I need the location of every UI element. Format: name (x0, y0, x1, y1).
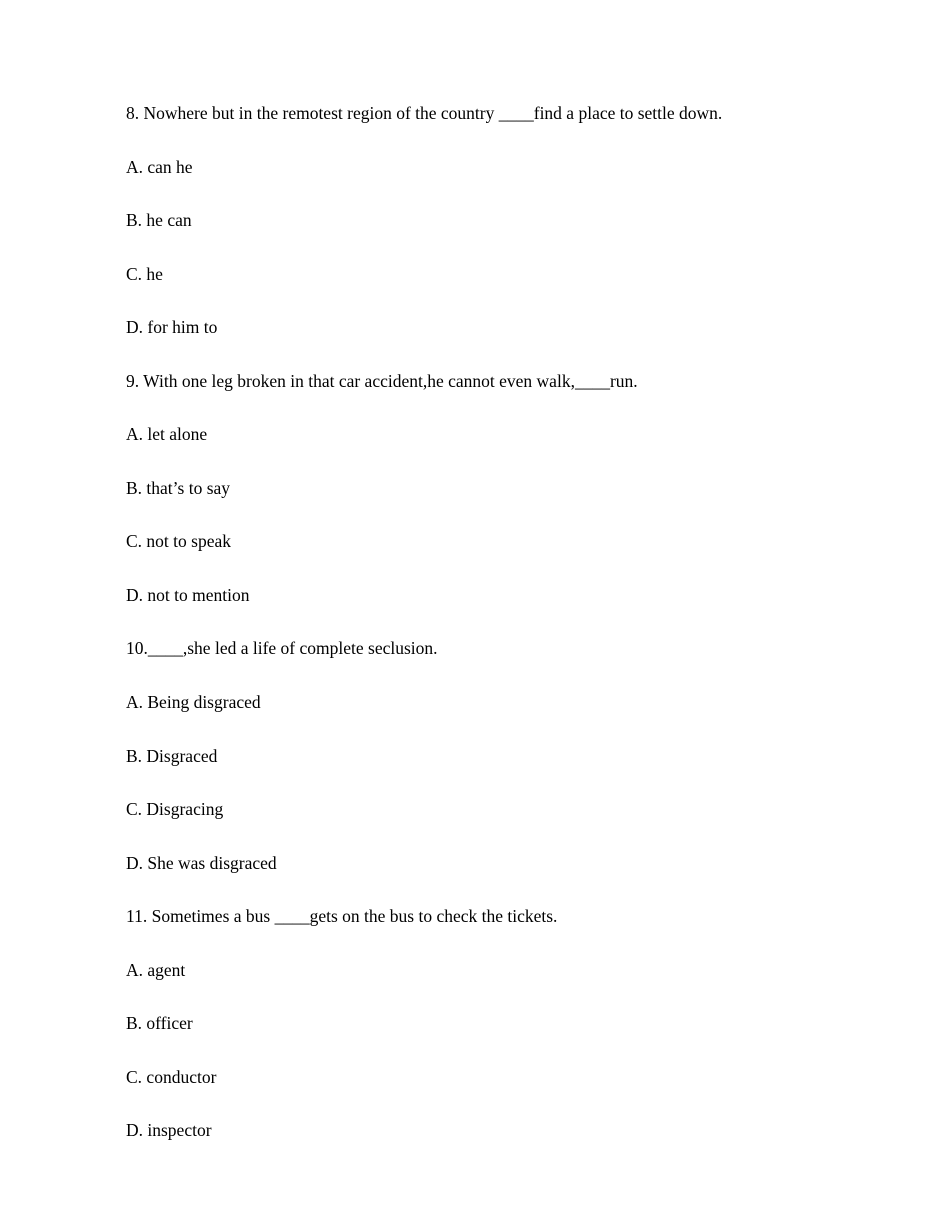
question-stem: 9. With one leg broken in that car accident,he cannot even walk,____run. (126, 370, 638, 391)
option-b: B. officer (126, 1013, 193, 1034)
option-a: A. let alone (126, 424, 208, 445)
option-a: A. agent (126, 959, 186, 980)
option-c: C. Disgracing (126, 799, 224, 820)
question-stem: 8. Nowhere but in the remotest region of the country ____find a place to settle down. (126, 103, 723, 123)
option-c: C. conductor (126, 1066, 217, 1087)
question-10 (126, 635, 846, 903)
question-stem: 10.____,she led a life of complete seclusion. (126, 638, 438, 659)
option-a: A. can he (126, 156, 193, 177)
option-c: C. not to speak (126, 531, 231, 552)
question-stem: 11. Sometimes a bus ____gets on the bus to check the tickets. (126, 906, 558, 927)
option-c: C. he (126, 263, 163, 284)
question-9 (126, 368, 846, 636)
option-d: D. inspector (126, 1120, 212, 1141)
option-d: D. She was disgraced (126, 852, 277, 873)
option-b: B. that’s to say (126, 477, 231, 498)
option-a: A. Being disgraced (126, 692, 261, 713)
question-11 (126, 903, 846, 1171)
question-8 (126, 100, 846, 368)
option-b: B. he can (126, 210, 192, 231)
option-b: B. Disgraced (126, 745, 218, 766)
option-d: D. for him to (126, 317, 218, 338)
option-d: D. not to mention (126, 584, 250, 605)
question-list (126, 100, 846, 1171)
